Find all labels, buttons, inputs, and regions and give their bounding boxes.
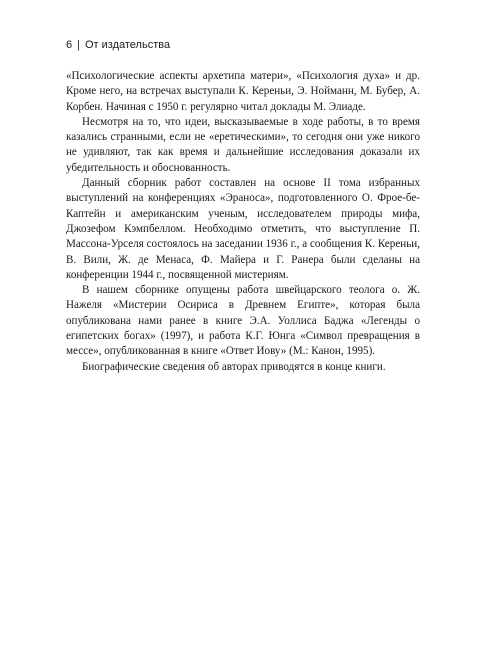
paragraph-5: Биографические сведения об авторах приводятся в конце книги. [82, 360, 386, 373]
paragraph-4: В нашем сборнике опущены работа швейцарского теолога о. Ж. Нажеля «Мистерии Осириса в Древнем Египте», которая была опубликована нами ранее в книге Э.А. Уоллиса Баджа «Легенды о египетских богах» (1997), и работа К.Г. Юнга «Символ превращения в мессе», опубликованная в книге «Ответ Иову» (М.: Канон, 1995). [66, 284, 420, 358]
paragraph-3: Данный сборник работ составлен на основе II тома избранных выступлений на конференциях «Эраноса», подготовленного О. Фрое-бе-Каптейн и американским ученым, исследователем природы мифа, Джозефом Кэмпбеллом. Необходимо отметить, что выступление П. Массона-Урселя состоялось на заседании 1936 г., а сообщения К. Кереньи, В. Вили, Ж. де Менаса, Ф. Майера и Г. Ранера были сделаны на конференции 1944 г., посвященной мистериям. [66, 177, 420, 281]
paragraph-1: «Психологические аспекты архетипа матери», «Психология духа» и др. Кроме него, на встречах выступали К. Кереньи, Э. Нойманн, М. Бубер, А. Корбен. Начиная с 1950 г. регулярно читал доклады М. Элиаде. [66, 70, 420, 113]
paragraph-2: Несмотря на то, что идеи, высказываемые в ходе работы, в то время казались странными, если не «еретическими», то сегодня они уже никого не удивляют, так как время и дальнейшие исследования доказали их убедительность и обоснованность. [66, 115, 420, 174]
section-title: От издательства [84, 39, 171, 51]
body-text [66, 69, 420, 375]
page-number: 6 [66, 39, 73, 51]
header-separator: | [77, 39, 80, 51]
running-header [66, 39, 170, 51]
